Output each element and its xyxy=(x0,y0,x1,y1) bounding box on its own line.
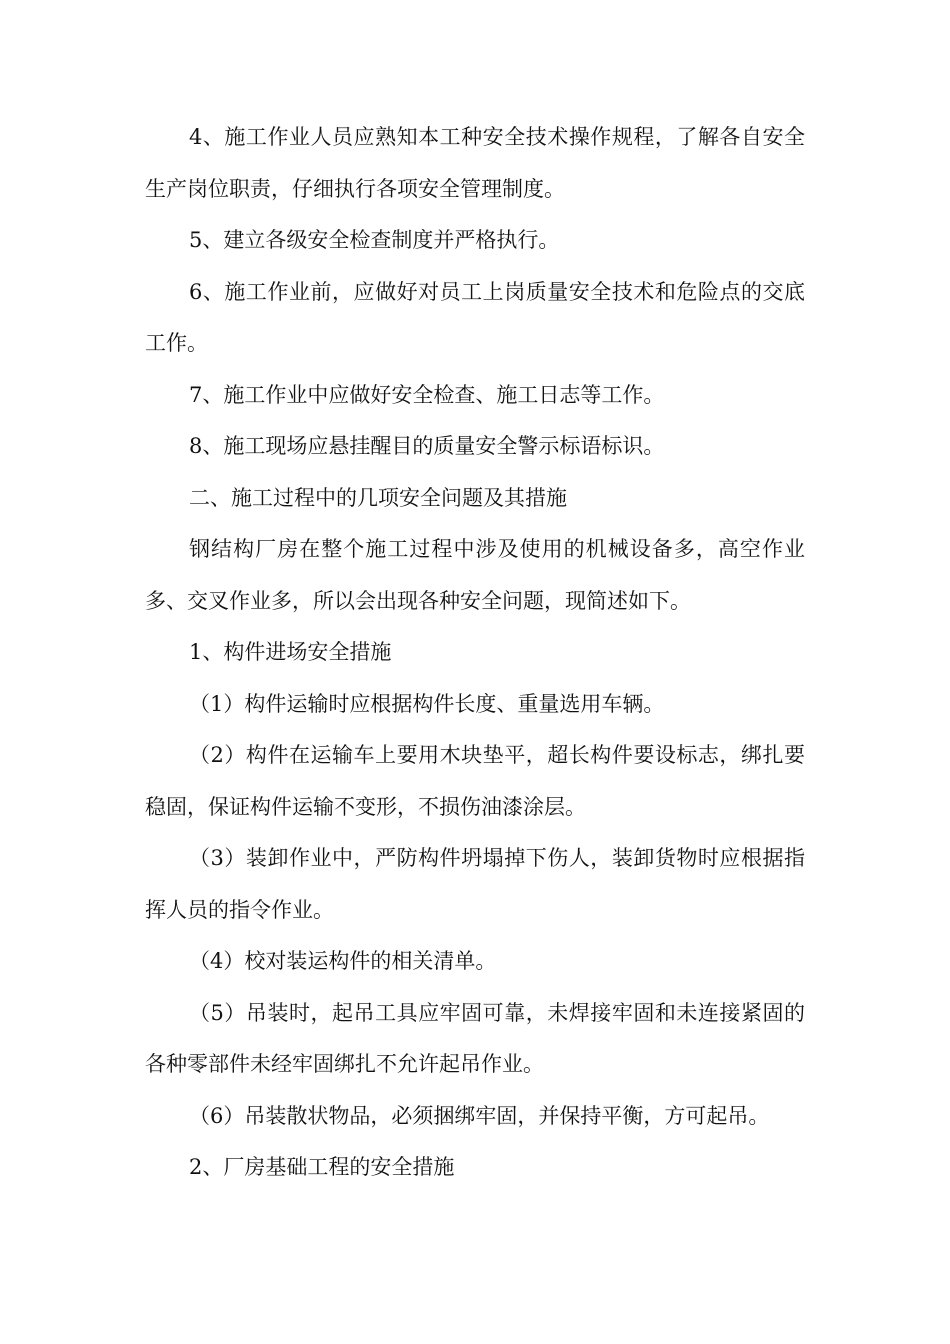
subsection-heading-1: 1、构件进场安全措施 xyxy=(189,640,392,664)
paragraph-item-6: 6、施工作业前，应做好对员工上岗质量安全技术和危险点的交底工作。 xyxy=(145,279,805,355)
section-intro-paragraph: 钢结构厂房在整个施工过程中涉及使用的机械设备多，高空作业多、交叉作业多，所以会出现各种安全问题，现简述如下。 xyxy=(145,537,805,613)
measure-item-1: （1）构件运输时应根据构件长度、重量选用车辆。 xyxy=(189,691,665,716)
measure-item-3: （3）装卸作业中，严防构件坍塌掉下伤人，装卸货物时应根据指挥人员的指令作业。 xyxy=(145,846,805,922)
document-body xyxy=(145,112,805,1194)
paragraph-item-7: 7、施工作业中应做好安全检查、施工日志等工作。 xyxy=(189,382,665,407)
paragraph-item-5: 5、建立各级安全检查制度并严格执行。 xyxy=(189,228,560,252)
measure-item-5: （5）吊装时，起吊工具应牢固可靠，未焊接牢固和未连接紧固的各种零部件未经牢固绑扎不允许起吊作业。 xyxy=(145,1000,805,1076)
section-heading-2: 二、施工过程中的几项安全问题及其措施 xyxy=(189,485,567,510)
measure-item-2: （2）构件在运输车上要用木块垫平，超长构件要设标志，绑扎要稳固，保证构件运输不变形，不损伤油漆涂层。 xyxy=(145,743,805,819)
paragraph-item-4: 4、施工作业人员应熟知本工种安全技术操作规程，了解各自安全生产岗位职责，仔细执行各项安全管理制度。 xyxy=(145,125,805,201)
measure-item-6: （6）吊装散状物品，必须捆绑牢固，并保持平衡，方可起吊。 xyxy=(189,1103,770,1128)
measure-item-4: （4）校对装运构件的相关清单。 xyxy=(189,949,497,973)
paragraph-item-8: 8、施工现场应悬挂醒目的质量安全警示标语标识。 xyxy=(189,434,665,458)
subsection-heading-2: 2、厂房基础工程的安全措施 xyxy=(189,1155,455,1179)
